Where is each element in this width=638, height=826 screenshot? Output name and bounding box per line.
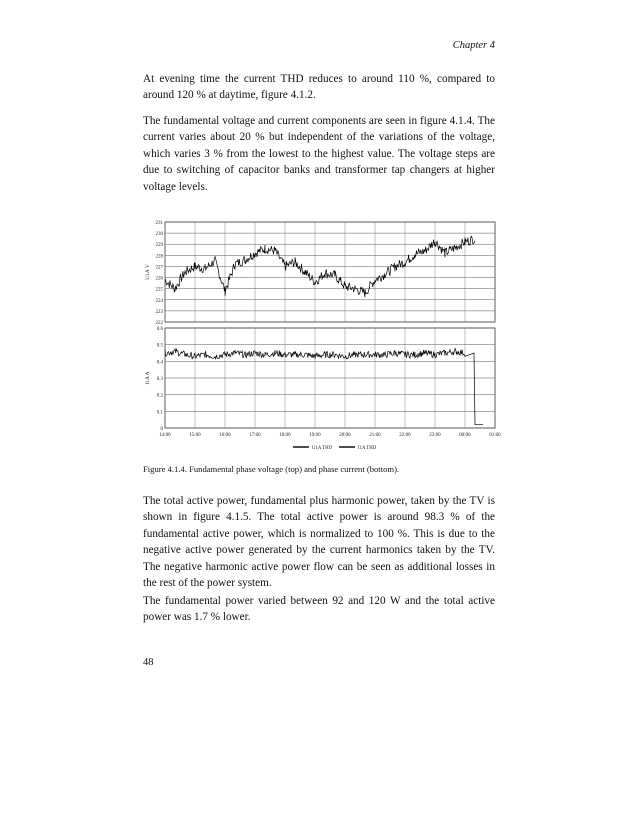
paragraph-2: The fundamental voltage and current components are seen in figure 4.1.4. The current varies about 20 % but independent of the variations of the voltage, which varies 3 % from the lowest to the highest value. The voltage steps are due to switching of capacitor banks and transformer tap changers at higher voltage levels.: [143, 115, 495, 193]
voltage-tick-label: 224: [155, 298, 163, 304]
x-tick-label: 19:00: [309, 433, 321, 438]
figure-caption: Figure 4.1.4. Fundamental phase voltage (top) and phase current (bottom).: [143, 464, 400, 474]
voltage-series-line-0: [165, 236, 475, 297]
x-tick-label: 14:00: [159, 433, 171, 438]
figure-4-1-4: [143, 212, 501, 465]
x-tick-label: 16:00: [219, 433, 231, 438]
x-tick-label: 23:00: [429, 433, 441, 438]
current-series-line-0: [165, 348, 483, 424]
chapter-header: Chapter 4: [452, 40, 495, 51]
voltage-chart: [145, 221, 495, 326]
voltage-tick-label: 229: [155, 243, 163, 249]
current-tick-label: 0.6: [156, 327, 163, 332]
current-tick-label: 0.1: [156, 410, 163, 416]
x-tick-label: 20:00: [339, 433, 351, 438]
x-tick-label: 15:00: [189, 433, 201, 438]
voltage-plot-frame: [165, 222, 495, 322]
chart-legend: [293, 446, 377, 451]
current-tick-label: 0.5: [156, 343, 163, 349]
x-tick-label: 18:00: [279, 433, 291, 438]
legend-entry: I1A THD: [358, 446, 377, 451]
voltage-tick-label: 226: [155, 276, 163, 282]
voltage-tick-label: 225: [155, 287, 163, 293]
voltage-tick-label: 222: [155, 321, 163, 326]
current-tick-label: 0: [160, 427, 163, 432]
current-tick-label: 0.2: [156, 393, 163, 399]
current-y-axis-label: I1A A: [145, 371, 151, 385]
paragraph-1: At evening time the current THD reduces to around 110 %, compared to around 120 % at daytime, figure 4.1.2.: [143, 73, 495, 102]
current-tick-label: 0.4: [156, 360, 163, 366]
x-tick-label: 01:00: [489, 433, 501, 438]
page-number: 48: [143, 657, 154, 668]
current-chart: [145, 327, 495, 432]
x-tick-label: 22:00: [399, 433, 411, 438]
current-tick-label: 0.3: [156, 377, 163, 382]
voltage-tick-label: 223: [155, 309, 163, 315]
figure-chart-svg: [143, 212, 501, 460]
legend-entry: U1A THD: [312, 446, 333, 451]
voltage-tick-label: 227: [155, 265, 163, 271]
voltage-tick-label: 231: [155, 221, 163, 226]
voltage-tick-label: 228: [155, 254, 163, 260]
x-tick-label: 17:00: [249, 433, 261, 438]
paragraph-4: The fundamental power varied between 92 and 120 W and the total active power was 1.7 % lower.: [143, 595, 495, 624]
paragraph-3: The total active power, fundamental plus harmonic power, taken by the TV is shown in figure 4.1.5. The total active power is around 98.3 % of the fundamental active power, which is normalized to 100 %. This is due to the negative active power generated by the current harmonics taken by the TV. The negative harmonic active power flow can be seen as additional losses in the rest of the power system.: [143, 495, 495, 590]
voltage-tick-label: 230: [155, 232, 163, 238]
voltage-y-axis-label: U1A V: [145, 264, 151, 280]
x-tick-label: 00:00: [459, 433, 471, 438]
time-axis: [159, 433, 501, 438]
x-tick-label: 21:00: [369, 433, 381, 438]
